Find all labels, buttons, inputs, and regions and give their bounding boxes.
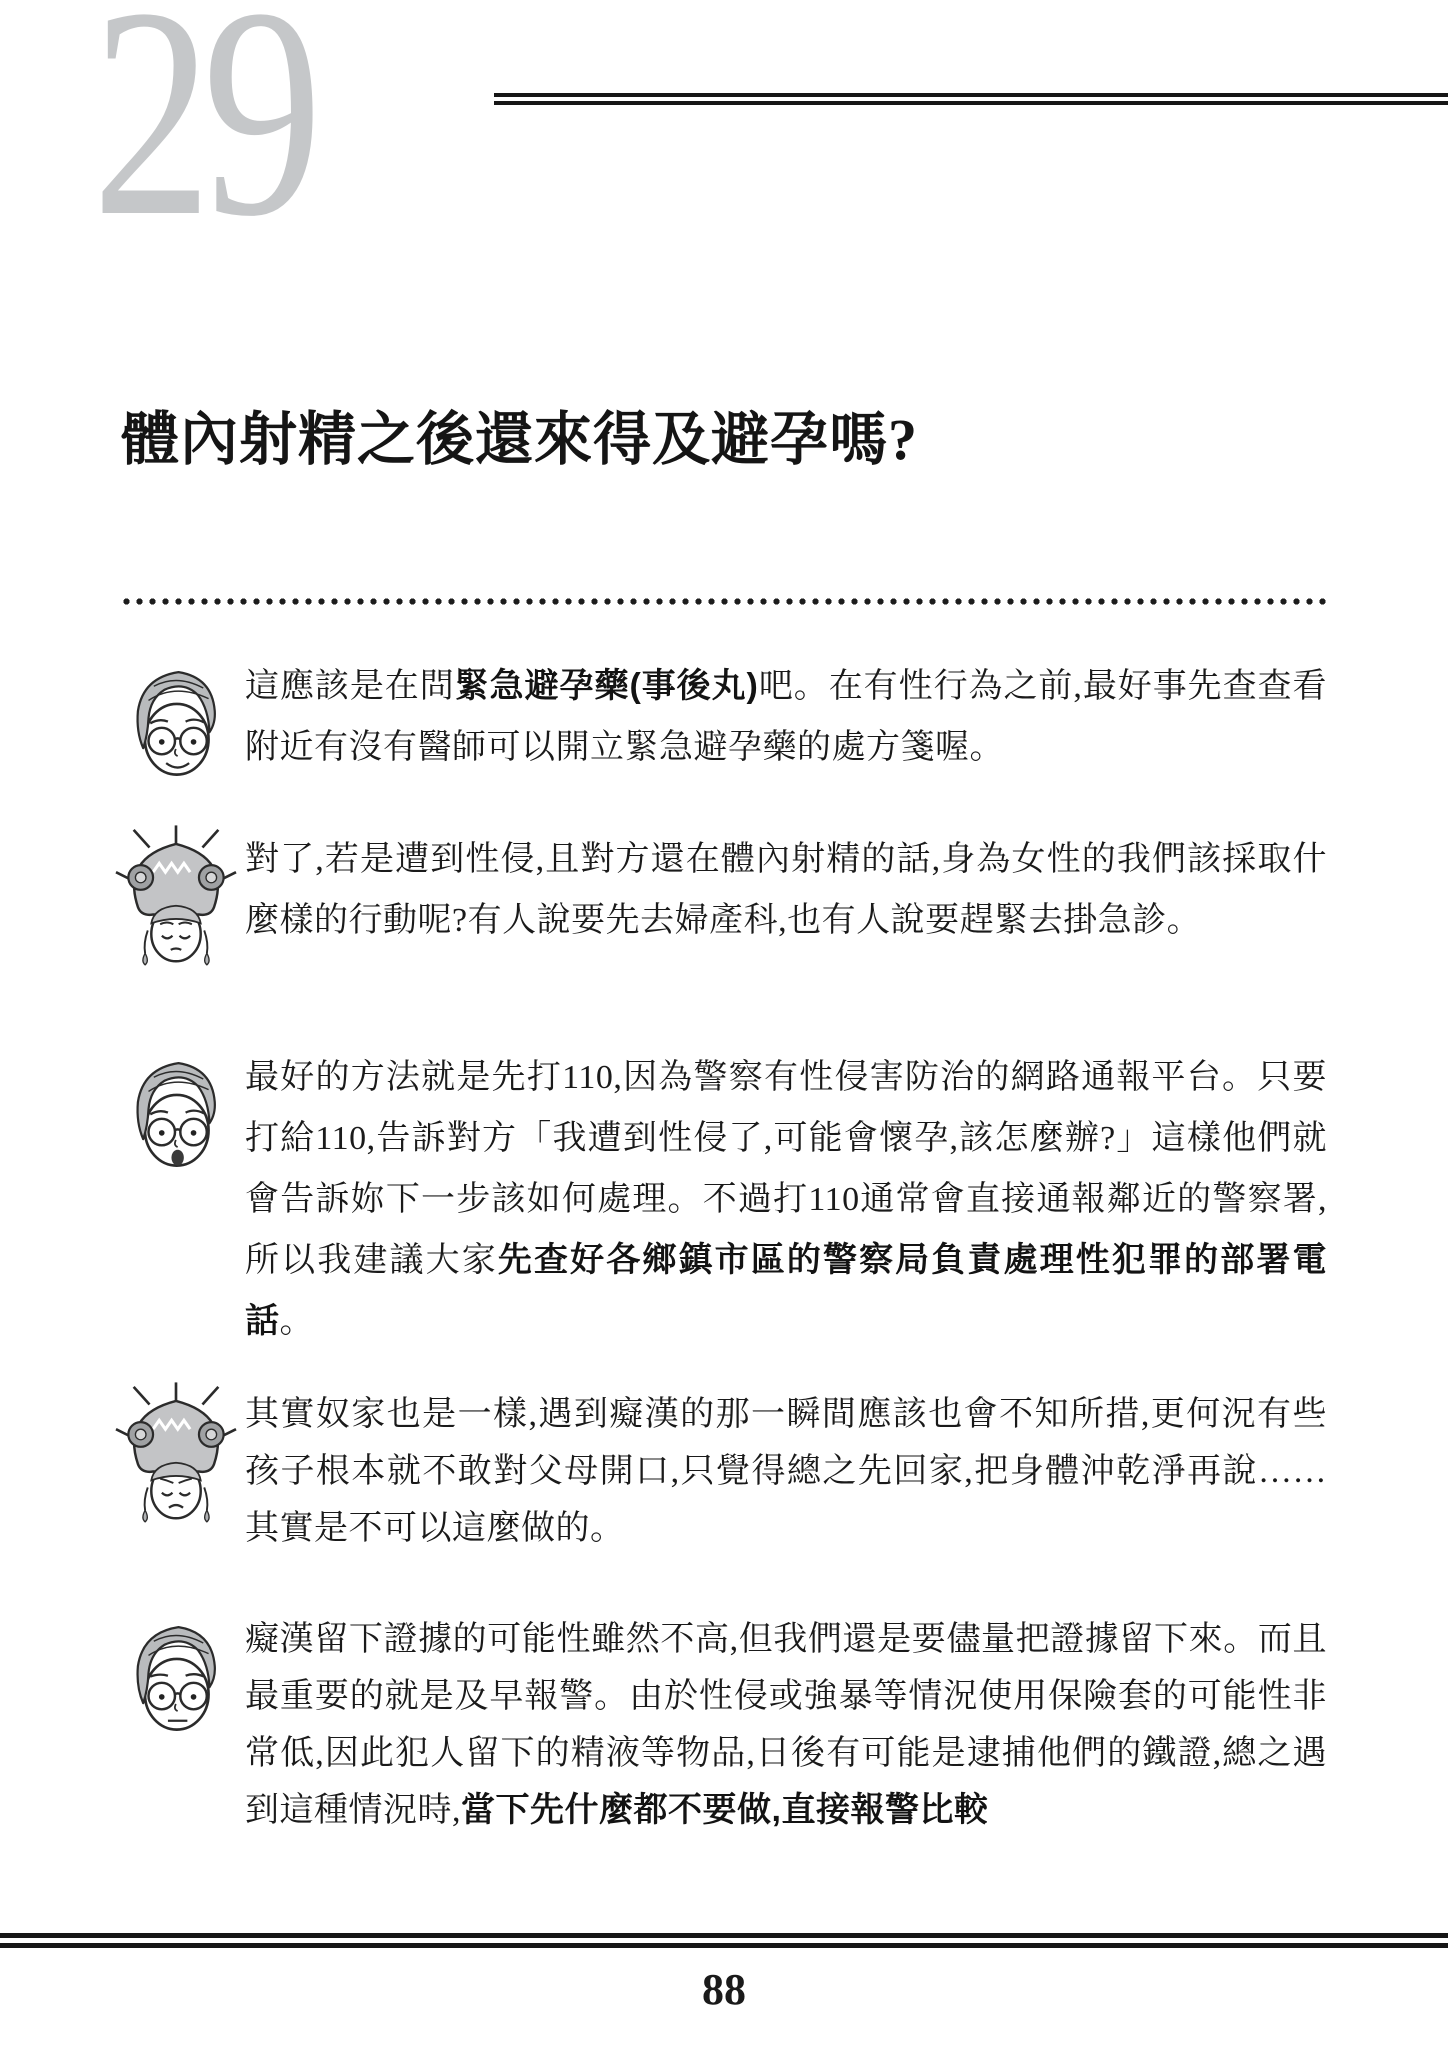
avatar-doctor xyxy=(122,656,228,789)
dialogue-text: 最好的方法就是先打110,因為警察有性侵害防治的網路通報平台。只要打給110,告訴對方「我遭到性侵了,可能會懷孕,該怎麼辦?」這樣他們就會告訴妳下一步該如何處理。不過打110通常會直接通報鄰近的警察署,所以我建議大家先查好各鄉鎮市區的警察局負責處理性犯罪的部署電話。 xyxy=(245,1059,1328,1340)
doctor-avatar-icon xyxy=(122,1047,228,1180)
dialogue-text: 這應該是在問緊急避孕藥(事後丸)吧。在有性行為之前,最好事先查查看附近有沒有醫師可以開立緊急避孕藥的處方箋喔。 xyxy=(245,667,1328,766)
avatar-doctor xyxy=(122,1611,228,1744)
doctor-avatar-icon xyxy=(122,656,228,789)
dialogue-text: 其實奴家也是一樣,遇到癡漢的那一瞬間應該也會不知所措,更何況有些孩子根本就不敢對父母開口,只覺得總之先回家,把身體沖乾淨再說……其實是不可以這麼做的。 xyxy=(245,1396,1327,1547)
dotted-divider xyxy=(122,597,1328,606)
footer-double-rule xyxy=(0,1933,1448,1948)
dialogue-text: 癡漢留下證據的可能性雖然不高,但我們還是要儘量把證據留下來。而且最重要的就是及早報警。由於性侵或強暴等情況使用保險套的可能性非常低,因此犯人留下的精液等物品,日後有可能是逮捕他們的鐵證,總之遇到這種情況時,當下先什麼都不要做,直接報警比較 xyxy=(245,1621,1327,1829)
girl-avatar-icon xyxy=(114,821,238,971)
chapter-number: 29 xyxy=(92,0,313,278)
avatar-girl xyxy=(114,821,238,971)
page-number: 88 xyxy=(702,1965,746,2014)
avatar-girl xyxy=(114,1378,238,1528)
chapter-title: 體內射精之後還來得及避孕嗎? xyxy=(121,407,919,472)
doctor-avatar-icon xyxy=(122,1611,228,1744)
avatar-doctor xyxy=(122,1047,228,1180)
header-double-rule xyxy=(494,93,1448,105)
dialogue-text: 對了,若是遭到性侵,且對方還在體內射精的話,身為女性的我們該採取什麼樣的行動呢?有人說要先去婦產科,也有人說要趕緊去掛急診。 xyxy=(245,841,1327,939)
girl-avatar-icon xyxy=(114,1378,238,1528)
